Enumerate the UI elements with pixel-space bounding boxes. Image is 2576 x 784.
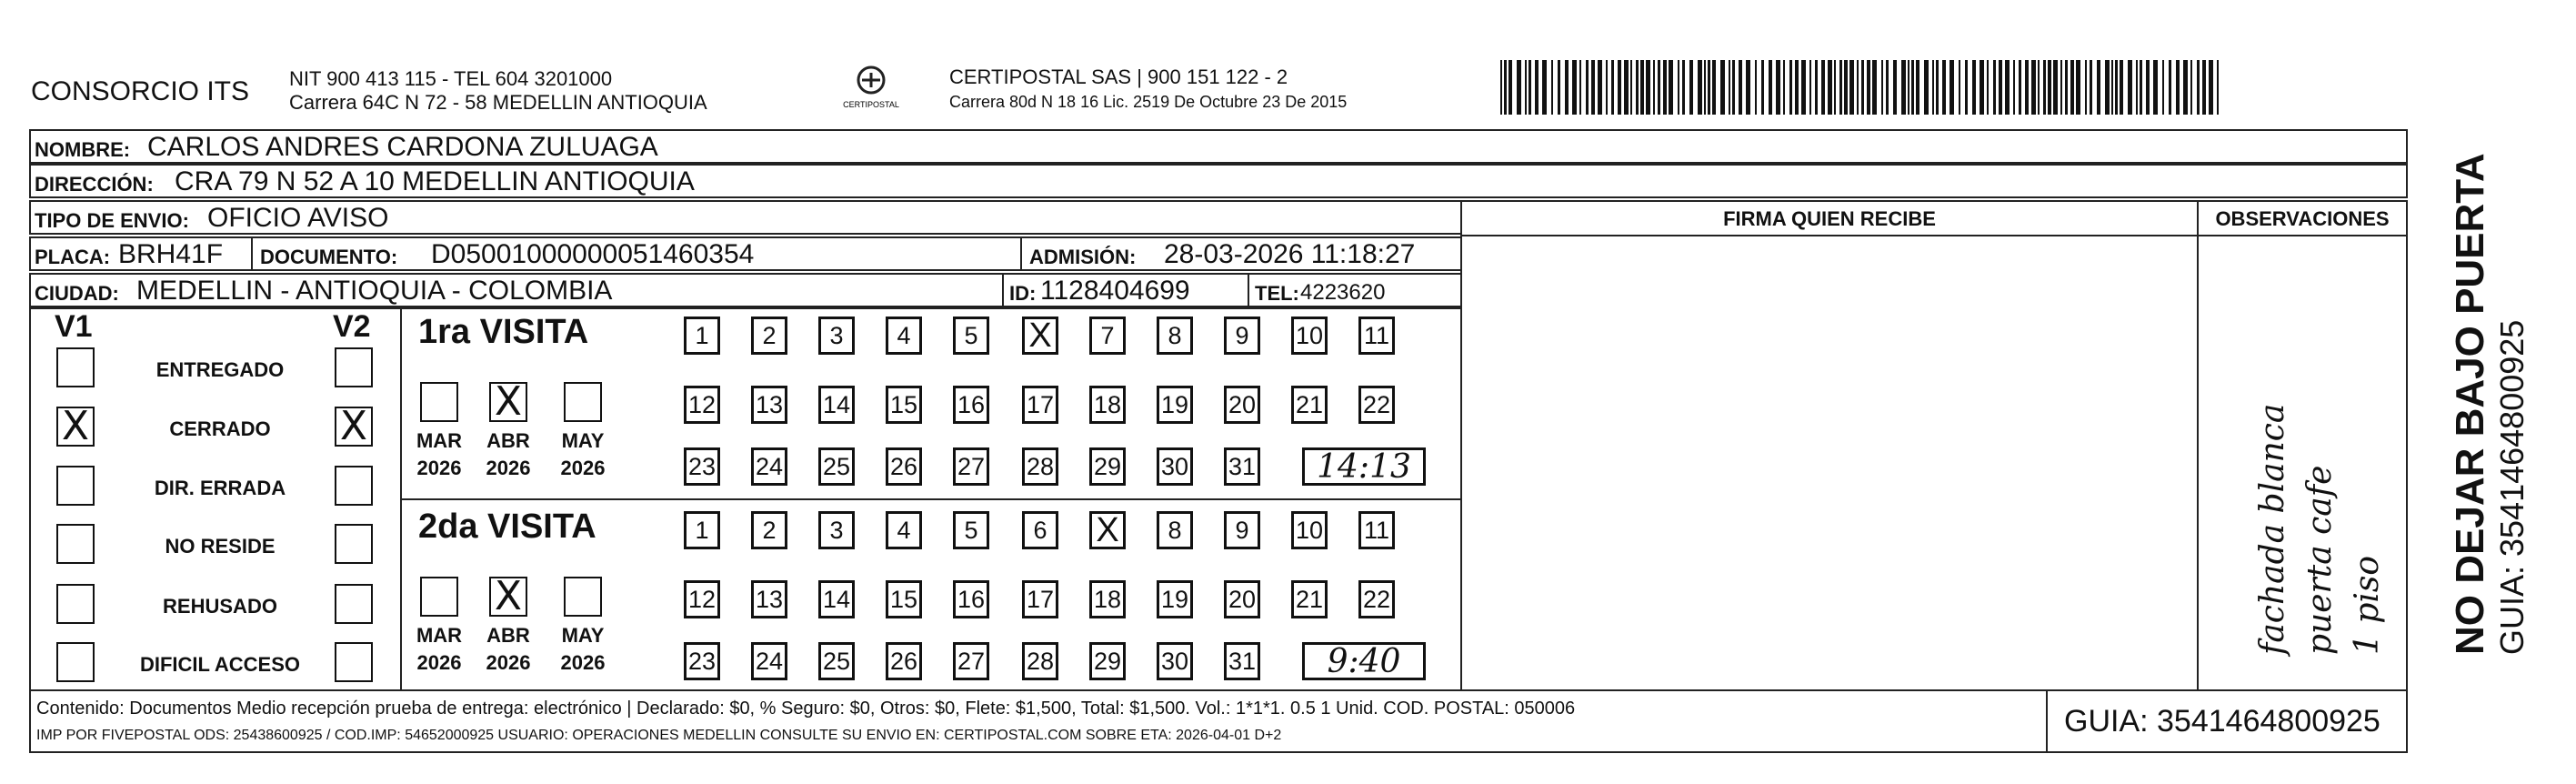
barcode-bar (1658, 60, 1660, 115)
month-checkbox[interactable] (420, 577, 458, 617)
barcode-bar (1911, 60, 1914, 115)
barcode-bar (2076, 60, 2080, 115)
day-box[interactable]: 4 (886, 511, 922, 549)
v1-label: V1 (55, 309, 93, 344)
barcode (1498, 60, 2226, 116)
v2-checkbox[interactable]: X (335, 407, 373, 447)
day-box[interactable]: 24 (751, 447, 787, 486)
day-box[interactable]: 9 (1224, 511, 1260, 549)
barcode-bar (1712, 60, 1716, 115)
day-box[interactable]: X (1089, 511, 1126, 549)
barcode-bar (2115, 60, 2118, 115)
company-name: CONSORCIO ITS (31, 76, 250, 106)
barcode-bar (2065, 60, 2068, 115)
barcode-bar (1535, 60, 1539, 115)
day-box[interactable]: 23 (684, 447, 720, 486)
barcode-bar (1591, 60, 1595, 115)
month-checkbox[interactable] (564, 382, 602, 422)
barcode-bar (1776, 60, 1780, 115)
day-box[interactable]: 23 (684, 642, 720, 680)
day-box[interactable]: 30 (1157, 447, 1193, 486)
barcode-bar (1908, 60, 1909, 115)
barcode-bar (1698, 60, 1702, 115)
day-box[interactable]: 22 (1358, 580, 1395, 618)
day-box[interactable]: 21 (1291, 580, 1328, 618)
barcode-bar (2169, 60, 2171, 115)
documento-label: DOCUMENTO: (260, 246, 398, 268)
barcode-bar (1993, 60, 1996, 115)
placa-value: BRH41F (118, 239, 224, 269)
barcode-bar (2217, 60, 2219, 115)
month-label (476, 427, 540, 482)
day-box[interactable]: 31 (1224, 642, 1260, 680)
nombre-row (29, 129, 2408, 164)
day-box[interactable]: 20 (1224, 386, 1260, 424)
day-box[interactable]: 29 (1089, 447, 1126, 486)
tipo-row (29, 200, 1462, 235)
certipostal-address: Carrera 80d N 18 16 Lic. 2519 De Octubre 23 De 2015 (949, 93, 1348, 111)
barcode-bar (1972, 60, 1976, 115)
barcode-bar (2197, 60, 2200, 115)
day-box[interactable]: 4 (886, 317, 922, 355)
barcode-bar (1821, 60, 1825, 115)
day-box[interactable]: 29 (1089, 642, 1126, 680)
barcode-bar (2111, 60, 2113, 115)
barcode-bar (2005, 60, 2010, 115)
firma-label: FIRMA QUIEN RECIBE (1723, 207, 1936, 230)
month-name: MAY (561, 624, 605, 647)
month-label (551, 427, 615, 482)
barcode-bar (2085, 60, 2087, 115)
side-text (2448, 153, 2531, 655)
barcode-bar (2013, 60, 2015, 115)
id-value: 1128404699 (1040, 276, 1190, 306)
day-box[interactable]: 31 (1224, 447, 1260, 486)
barcode-bar (1640, 60, 1644, 115)
day-box[interactable]: 2 (751, 317, 787, 355)
barcode-bar (2202, 60, 2206, 115)
month-label (407, 622, 471, 677)
day-box[interactable]: 14 (818, 386, 855, 424)
certipostal-line: CERTIPOSTAL SAS | 900 151 122 - 2 (949, 65, 1288, 88)
day-box[interactable]: 7 (1089, 317, 1126, 355)
visit2-title: 2da VISITA (418, 508, 596, 546)
visit1-title: 1ra VISITA (418, 313, 589, 351)
day-box[interactable]: 18 (1089, 386, 1126, 424)
address-line: Carrera 64C N 72 - 58 MEDELLIN ANTIOQUIA (289, 91, 707, 114)
barcode-bar (1517, 60, 1521, 115)
day-box[interactable]: 27 (953, 642, 989, 680)
barcode-bar (2140, 60, 2142, 115)
barcode-bar (1950, 60, 1954, 115)
barcode-bar (1598, 60, 1602, 115)
v2-checkbox[interactable] (335, 584, 373, 624)
barcode-bar (2097, 60, 2100, 115)
month-name: ABR (486, 624, 530, 647)
barcode-bar (1755, 60, 1757, 115)
v2-checkbox[interactable] (335, 642, 373, 682)
barcode-bar (2025, 60, 2029, 115)
day-box[interactable]: 28 (1022, 642, 1058, 680)
barcode-bar (1789, 60, 1792, 115)
barcode-bar (1872, 60, 1877, 115)
barcode-bar (1769, 60, 1772, 115)
day-box[interactable]: 22 (1358, 386, 1395, 424)
barcode-bar (1795, 60, 1799, 115)
direccion-value: CRA 79 N 52 A 10 MEDELLIN ANTIOQUIA (175, 166, 695, 196)
v2-checkbox[interactable] (335, 347, 373, 387)
barcode-bar (2105, 60, 2110, 115)
barcode-bar (1579, 60, 1581, 115)
no-dejar-text: NO DEJAR BAJO PUERTA (2448, 153, 2492, 655)
id-label: ID: (1009, 282, 1037, 305)
barcode-bar (1624, 60, 1629, 115)
day-box[interactable]: 25 (818, 642, 855, 680)
nombre-label: NOMBRE: (35, 138, 131, 161)
v2-label: V2 (333, 309, 371, 344)
barcode-bar (1669, 60, 1673, 115)
footer-line1: Contenido: Documentos Medio recepción prueba de entrega: electrónico | Declarado: $0, % Seguro: $0, Otros: $0, Flete: $1,500, Total: $1,500. Vol.: 1*1*1. 0.5 1 Unid. COD. POSTAL: 050006 (36, 699, 1576, 719)
barcode-bar (1932, 60, 1934, 115)
barcode-bar (2031, 60, 2036, 115)
barcode-bar (1646, 60, 1650, 115)
barcode-bar (1572, 60, 1577, 115)
ciudad-value: MEDELLIN - ANTIOQUIA - COLOMBIA (136, 276, 613, 306)
barcode-bar (1936, 60, 1939, 115)
status-option-label: CERRADO (169, 417, 271, 440)
v2-checkbox[interactable] (335, 524, 373, 564)
day-box[interactable]: 19 (1157, 580, 1193, 618)
tel-label: TEL: (1255, 282, 1299, 305)
month-year: 2026 (560, 457, 606, 479)
barcode-bar (1653, 60, 1655, 115)
day-box[interactable]: 10 (1291, 317, 1328, 355)
barcode-bar (2162, 60, 2164, 115)
barcode-bar (1565, 60, 1569, 115)
side-guia: GUIA: 3541464800925 (2493, 319, 2531, 655)
month-checkbox[interactable] (420, 382, 458, 422)
barcode-bar (1987, 60, 1989, 115)
barcode-bar (1980, 60, 1984, 115)
footer-guia: GUIA: 3541464800925 (2064, 704, 2381, 739)
month-checkbox[interactable]: X (489, 577, 527, 617)
status-option-label: REHUSADO (163, 595, 277, 618)
visit-time-box[interactable]: 9:40 (1302, 642, 1426, 680)
barcode-bar (1809, 60, 1811, 115)
obs-line: fachada blanca (2254, 403, 2291, 655)
nit-line: NIT 900 413 115 - TEL 604 3201000 (289, 67, 613, 90)
barcode-bar (1942, 60, 1946, 115)
day-box[interactable]: 18 (1089, 580, 1126, 618)
barcode-bar (1732, 60, 1735, 115)
month-name: ABR (486, 429, 530, 452)
barcode-bar (2019, 60, 2021, 115)
barcode-bar (1720, 60, 1725, 115)
barcode-bar (1959, 60, 1960, 115)
obs-line: 1 piso (2349, 555, 2386, 655)
barcode-bar (2190, 60, 2192, 115)
day-box[interactable]: 26 (886, 642, 922, 680)
day-box[interactable]: 20 (1224, 580, 1260, 618)
barcode-bar (1611, 60, 1614, 115)
barcode-bar (1636, 60, 1639, 115)
day-box[interactable]: 27 (953, 447, 989, 486)
barcode-bar (1801, 60, 1806, 115)
day-box[interactable]: 11 (1358, 317, 1395, 355)
month-label (551, 622, 615, 677)
day-box[interactable]: 12 (684, 386, 720, 424)
day-box[interactable]: 3 (818, 317, 855, 355)
barcode-bar (2053, 60, 2058, 115)
tipo-value: OFICIO AVISO (207, 203, 389, 233)
barcode-bar (1849, 60, 1854, 115)
barcode-bar (1739, 60, 1742, 115)
barcode-bar (1525, 60, 1527, 115)
barcode-bar (1746, 60, 1750, 115)
month-name: MAY (561, 429, 605, 452)
barcode-bar (1881, 60, 1883, 115)
barcode-bar (2070, 60, 2074, 115)
firma-box (1460, 200, 2199, 691)
status-option-label: ENTREGADO (155, 358, 285, 381)
day-box[interactable]: 10 (1291, 511, 1328, 549)
barcode-bar (2038, 60, 2040, 115)
barcode-bar (1999, 60, 2002, 115)
day-box[interactable]: 1 (684, 317, 720, 355)
observaciones-label: OBSERVACIONES (2215, 207, 2390, 230)
tel-value: 4223620 (1300, 280, 1386, 305)
barcode-bar (2048, 60, 2051, 115)
month-label (476, 622, 540, 677)
barcode-bar (1965, 60, 1968, 115)
ciudad-row (29, 273, 1462, 307)
status-option-label: DIR. ERRADA (154, 477, 286, 499)
day-box[interactable]: 1 (684, 511, 720, 549)
placa-label: PLACA: (35, 246, 111, 268)
barcode-bar (1834, 60, 1836, 115)
barcode-bar (1542, 60, 1547, 115)
day-box[interactable]: 3 (818, 511, 855, 549)
ciudad-label: CIUDAD: (35, 282, 119, 305)
direccion-row (29, 164, 2408, 198)
day-box[interactable]: 17 (1022, 580, 1058, 618)
month-name: MAR (416, 429, 463, 452)
day-box[interactable]: 16 (953, 580, 989, 618)
barcode-bar (2209, 60, 2213, 115)
day-box[interactable]: 25 (818, 447, 855, 486)
barcode-bar (1861, 60, 1864, 115)
barcode-bar (2183, 60, 2188, 115)
day-box[interactable]: 8 (1157, 317, 1193, 355)
month-checkbox[interactable]: X (489, 382, 527, 422)
month-label (407, 427, 471, 482)
barcode-bar (1689, 60, 1693, 115)
day-box[interactable]: 24 (751, 642, 787, 680)
day-box[interactable]: 5 (953, 511, 989, 549)
barcode-bar (1704, 60, 1706, 115)
barcode-bar (1618, 60, 1621, 115)
day-box[interactable]: 6 (1022, 511, 1058, 549)
barcode-bar (2153, 60, 2158, 115)
visit-time-box[interactable]: 14:13 (1302, 447, 1426, 486)
barcode-bar (1729, 60, 1730, 115)
day-box[interactable]: 30 (1157, 642, 1193, 680)
barcode-bar (1630, 60, 1632, 115)
barcode-bar (1682, 60, 1685, 115)
day-box[interactable]: 8 (1157, 511, 1193, 549)
barcode-bar (1893, 60, 1897, 115)
barcode-bar (2128, 60, 2132, 115)
barcode-bar (2090, 60, 2092, 115)
barcode-bar (1551, 60, 1553, 115)
month-year: 2026 (486, 457, 531, 479)
barcode-bar (1783, 60, 1785, 115)
barcode-bar (2176, 60, 2180, 115)
barcode-bar (1828, 60, 1832, 115)
day-box[interactable]: 17 (1022, 386, 1058, 424)
direccion-label: DIRECCIÓN: (35, 173, 154, 196)
month-year: 2026 (416, 651, 462, 674)
logo-text: CERTIPOSTAL (843, 100, 899, 109)
barcode-bar (1500, 60, 1502, 115)
day-box[interactable]: 11 (1358, 511, 1395, 549)
v1-checkbox[interactable]: X (56, 407, 95, 447)
footer-line2: IMP POR FIVEPOSTAL ODS: 25438600925 / COD.IMP: 54652000925 USUARIO: OPERACIONES MEDELLIN CONSULTE SU ENVIO EN: CERTIPOSTAL.COM SOBRE ETA: 2026-04-01 D+2 (36, 728, 1282, 743)
day-box[interactable]: 15 (886, 386, 922, 424)
day-box[interactable]: 14 (818, 580, 855, 618)
placa-row (29, 236, 1462, 271)
day-box[interactable]: 2 (751, 511, 787, 549)
barcode-bar (1761, 60, 1764, 115)
barcode-bar (1504, 60, 1507, 115)
month-year: 2026 (416, 457, 462, 479)
barcode-bar (1708, 60, 1710, 115)
obs-line: puerta cafe (2301, 465, 2339, 655)
day-box[interactable]: 13 (751, 580, 787, 618)
day-box[interactable]: 15 (886, 580, 922, 618)
admision-value: 28-03-2026 11:18:27 (1164, 239, 1416, 269)
barcode-bar (1844, 60, 1848, 115)
day-box[interactable]: 13 (751, 386, 787, 424)
barcode-bar (1857, 60, 1859, 115)
day-box[interactable]: 28 (1022, 447, 1058, 486)
admision-label: ADMISIÓN: (1029, 246, 1137, 268)
barcode-bar (1586, 60, 1589, 115)
month-year: 2026 (560, 651, 606, 674)
day-box[interactable]: 21 (1291, 386, 1328, 424)
barcode-bar (1924, 60, 1929, 115)
nombre-value: CARLOS ANDRES CARDONA ZULUAGA (147, 132, 658, 162)
day-box[interactable]: 12 (684, 580, 720, 618)
observaciones-text (2250, 404, 2391, 655)
barcode-bar (1678, 60, 1679, 115)
documento-value: D05001000000051460354 (431, 239, 755, 269)
barcode-bar (1886, 60, 1889, 115)
barcode-bar (1839, 60, 1842, 115)
barcode-bar (2043, 60, 2046, 115)
barcode-bar (2146, 60, 2150, 115)
day-box[interactable]: X (1022, 317, 1058, 355)
month-year: 2026 (486, 651, 531, 674)
barcode-bar (1916, 60, 1919, 115)
day-box[interactable]: 16 (953, 386, 989, 424)
status-option-label: NO RESIDE (165, 535, 276, 558)
status-option-label: DIFICIL ACCESO (139, 653, 300, 676)
barcode-bar (1901, 60, 1906, 115)
barcode-bar (1606, 60, 1608, 115)
day-box[interactable]: 5 (953, 317, 989, 355)
barcode-bar (1663, 60, 1667, 115)
barcode-bar (1815, 60, 1818, 115)
barcode-bar (1867, 60, 1870, 115)
barcode-bar (2060, 60, 2062, 115)
barcode-bar (1529, 60, 1531, 115)
barcode-bar (1558, 60, 1560, 115)
tipo-label: TIPO DE ENVIO: (35, 209, 189, 232)
month-name: MAR (416, 624, 463, 647)
barcode-bar (2136, 60, 2138, 115)
barcode-bar (1509, 60, 1512, 115)
v2-checkbox[interactable] (335, 466, 373, 506)
footer-box (29, 689, 2408, 753)
observaciones-box (2197, 200, 2408, 691)
certipostal-logo (835, 64, 907, 115)
month-checkbox[interactable] (564, 577, 602, 617)
day-box[interactable]: 19 (1157, 386, 1193, 424)
barcode-bar (2120, 60, 2123, 115)
day-box[interactable]: 9 (1224, 317, 1260, 355)
day-box[interactable]: 26 (886, 447, 922, 486)
